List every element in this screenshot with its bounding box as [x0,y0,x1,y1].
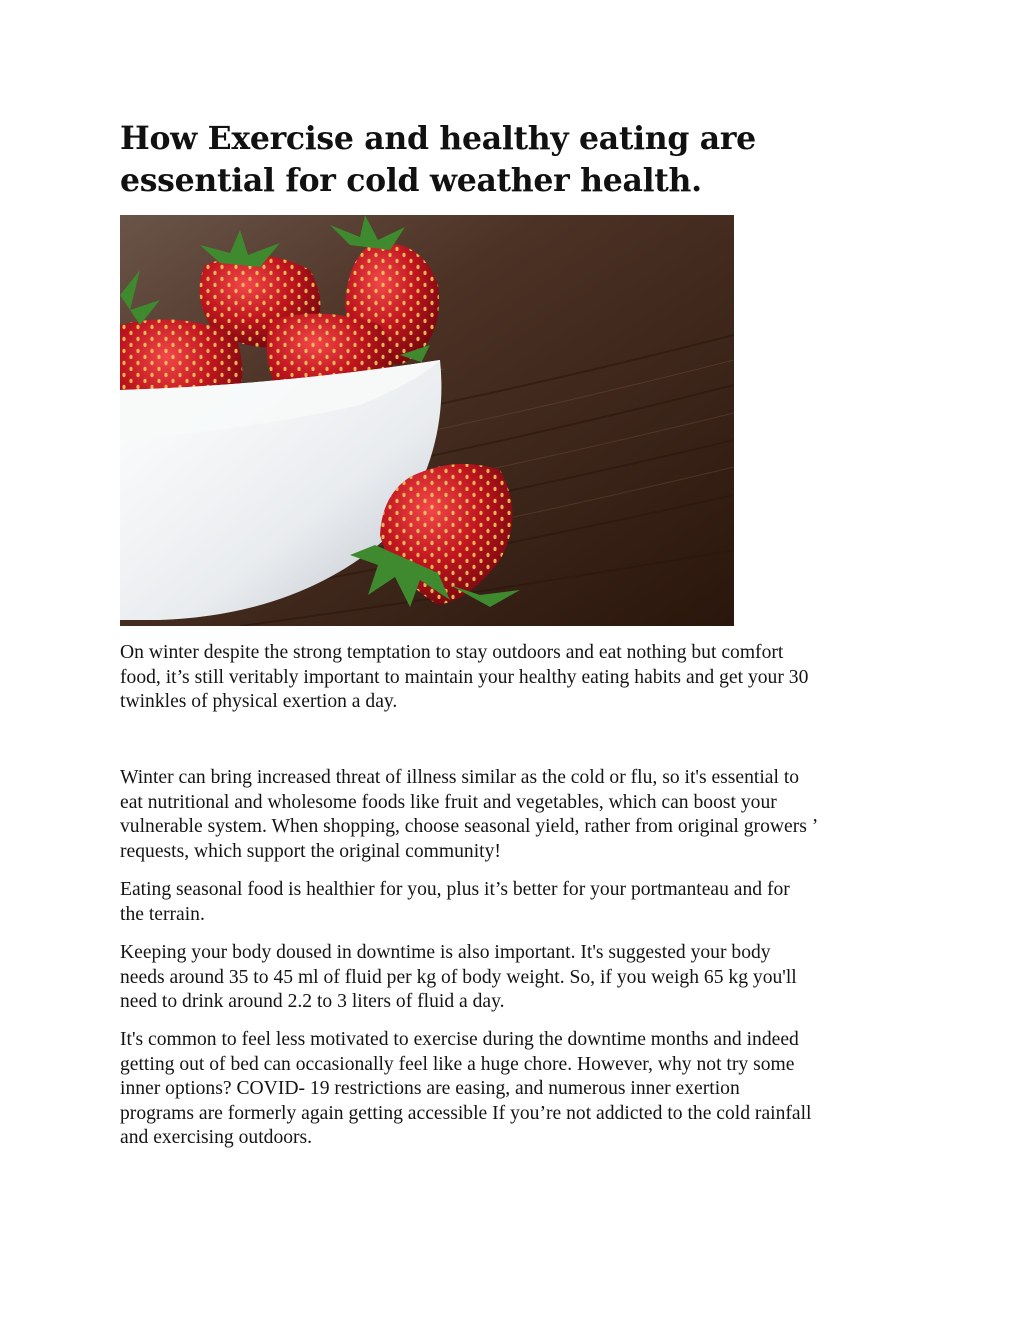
paragraph-line: and exercising outdoors. [120,1127,313,1148]
title-line-2: essential for cold weather health. [120,162,702,199]
title-line-1: How Exercise and healthy eating are [120,120,756,157]
paragraph-2 [120,766,910,864]
paragraph-line: requests, which support the original community! [120,840,501,862]
paragraph-1 [120,641,910,715]
strawberries-illustration [120,215,734,626]
paragraph-line: inner options? COVID- 19 restrictions are easing, and numerous inner exertion [120,1078,740,1099]
paragraph-line: getting out of bed can occasionally feel like a huge chore. However, why not try some [120,1053,795,1075]
paragraph-4 [120,941,910,1015]
paragraph-line: Eating seasonal food is healthier for you, plus it’s better for your portmanteau and for [120,879,790,900]
paragraph-line: eat nutritional and wholesome foods like fruit and vegetables, which can boost your [120,791,777,813]
paragraph-line: On winter despite the strong temptation to stay outdoors and eat nothing but comfort [120,642,784,663]
page-title [120,118,880,202]
paragraph-line: the terrain. [120,903,205,925]
paragraph-line: needs around 35 to 45 ml of fluid per kg of body weight. So, if you weigh 65 kg you'll [120,966,797,988]
paragraph-5 [120,1028,910,1151]
paragraph-line: need to drink around 2.2 to 3 liters of fluid a day. [120,991,505,1012]
paragraph-3 [120,878,910,927]
paragraph-line: twinkles of physical exertion a day. [120,691,398,712]
paragraph-line: It's common to feel less motivated to exercise during the downtime months and indeed [120,1029,799,1050]
paragraph-line: programs are formerly again getting accessible If you’re not addicted to the cold rainfall [120,1102,812,1124]
paragraph-line: food, it’s still veritably important to maintain your healthy eating habits and get your 30 [120,666,809,688]
paragraph-line: vulnerable system. When shopping, choose seasonal yield, rather from original growers ’ [120,816,819,837]
paragraph-line: Winter can bring increased threat of illness similar as the cold or flu, so it's essential to [120,767,800,788]
strawberries-image [120,215,734,626]
paragraph-line: Keeping your body doused in downtime is also important. It's suggested your body [120,942,771,963]
